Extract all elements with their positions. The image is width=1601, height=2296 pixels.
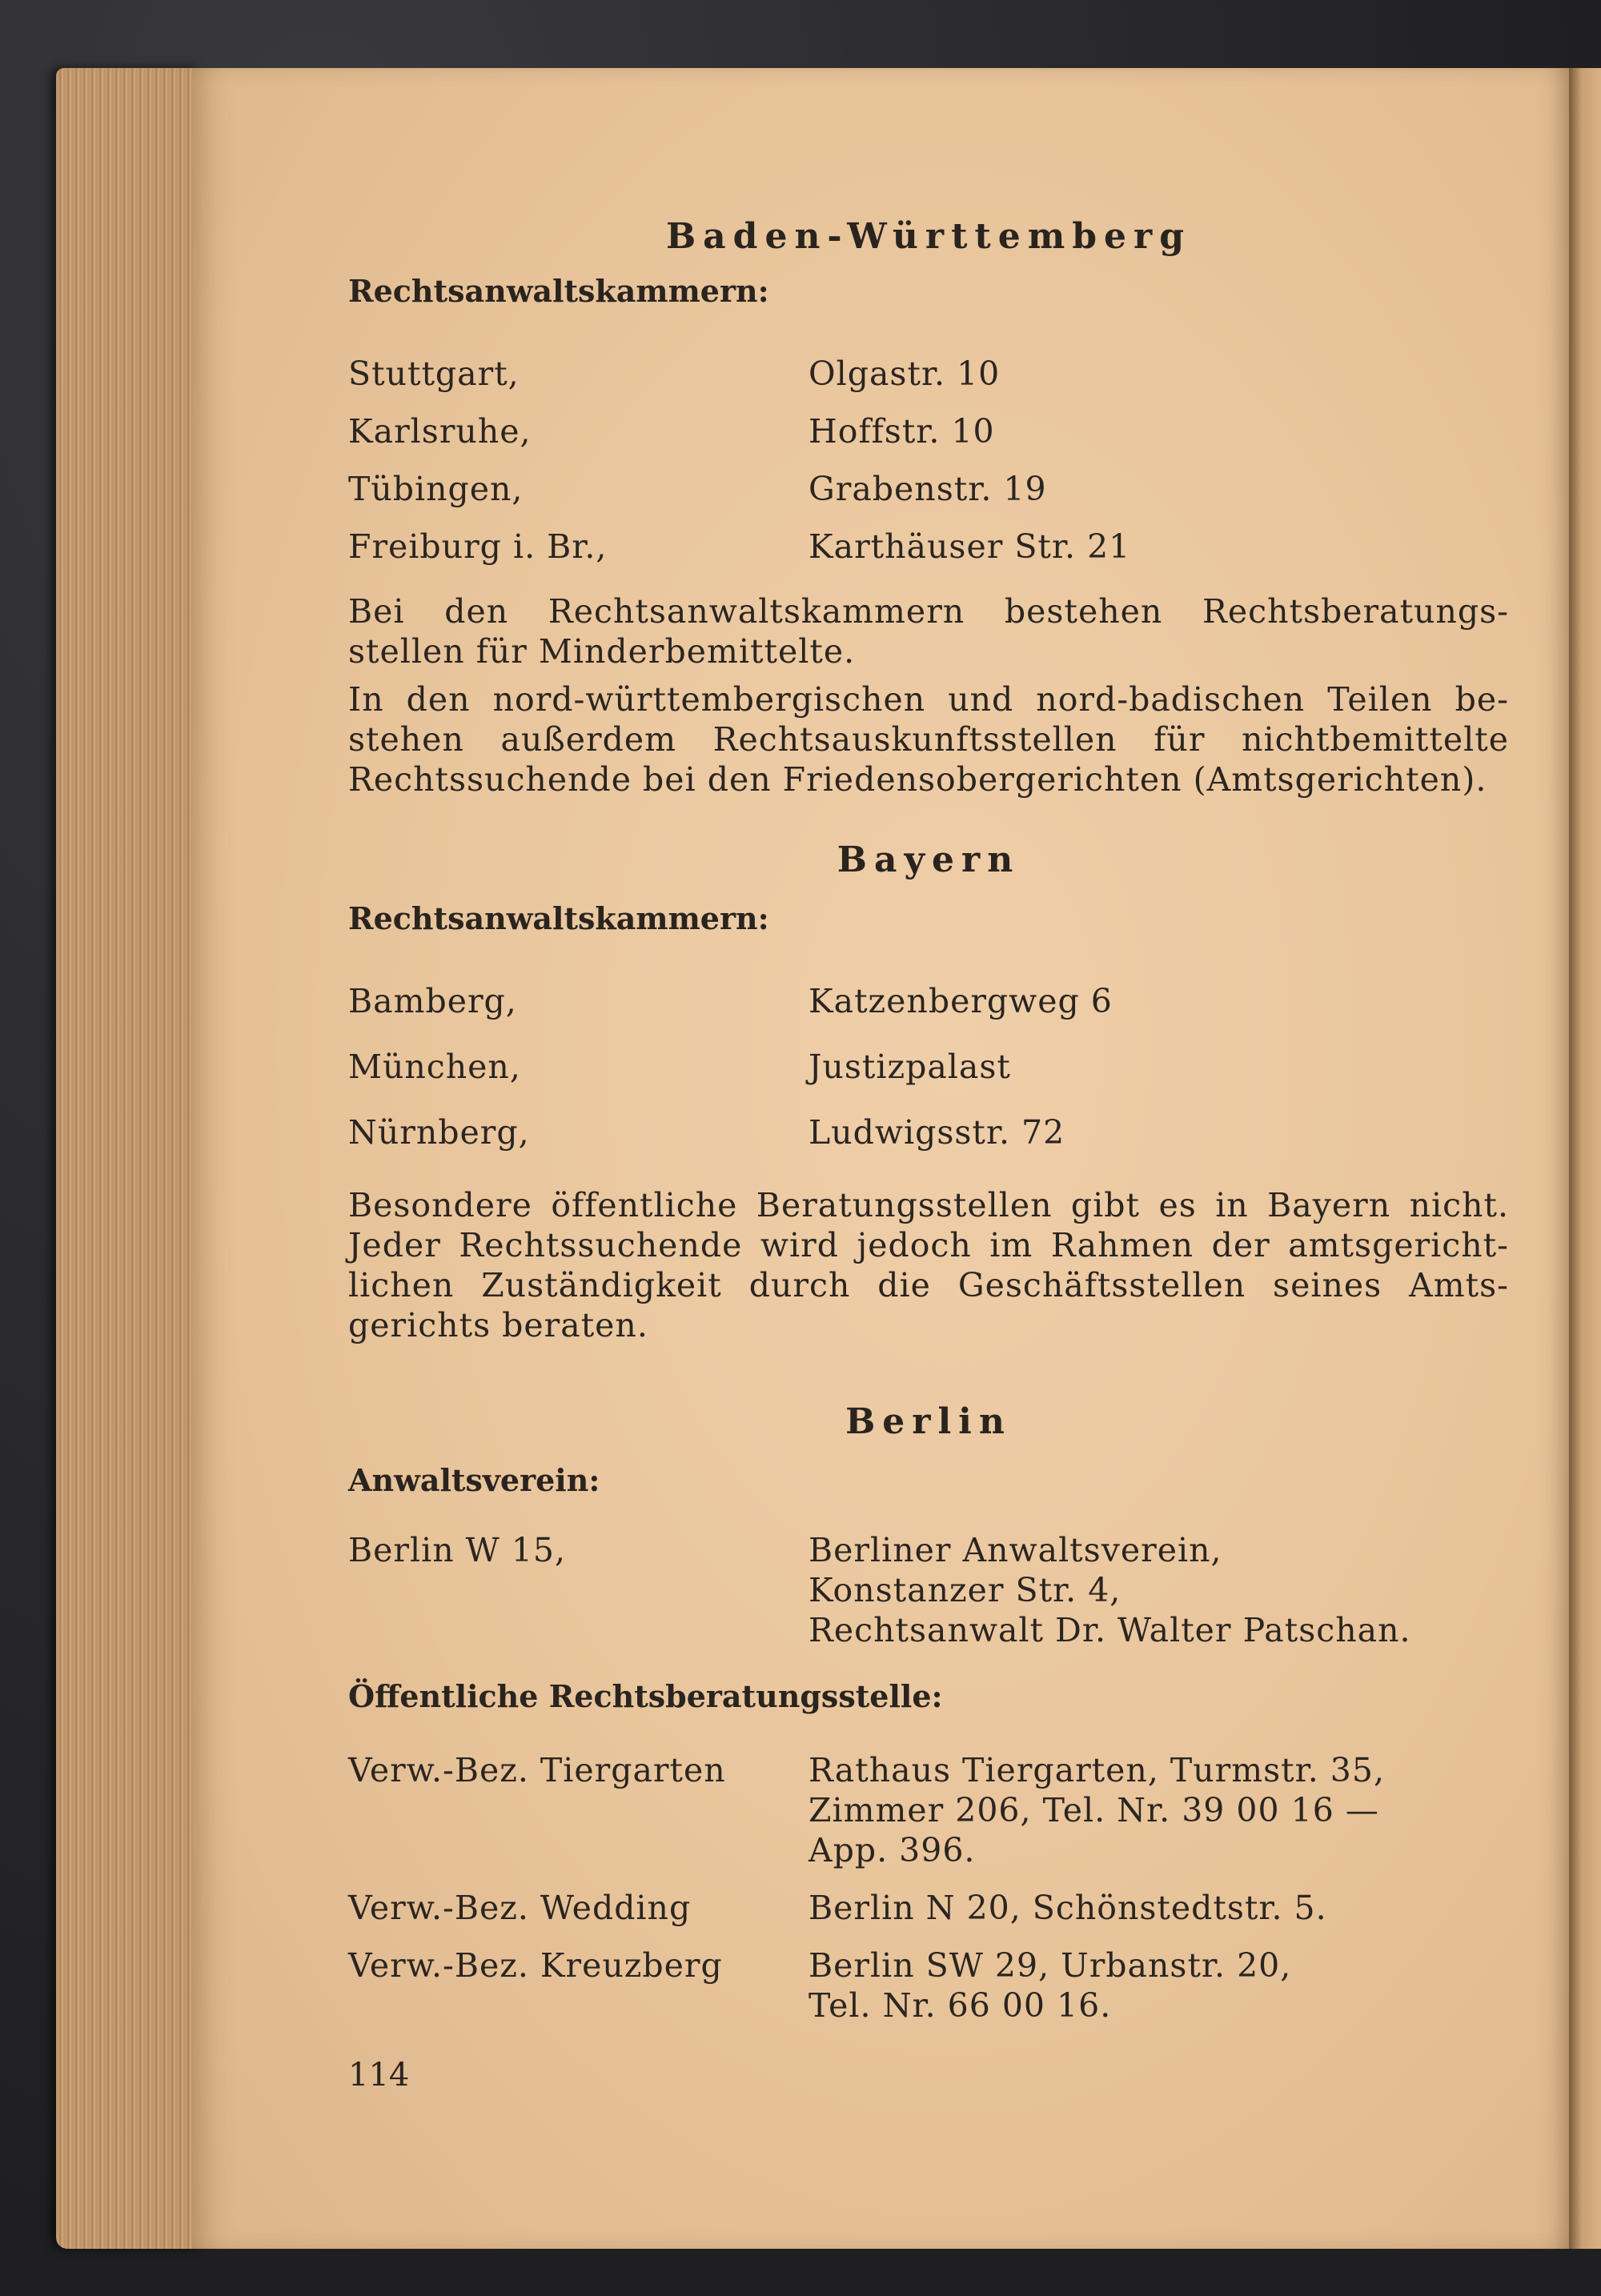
paragraph	[348, 1185, 1509, 1345]
list-item	[348, 403, 1509, 460]
city-name: München,	[348, 1048, 521, 1086]
address-line: Berliner Anwaltsverein,	[809, 1531, 1222, 1569]
subheading-oeffentliche-rechtsberatungsstelle: Öffentliche Rechtsberatungsstelle:	[348, 1678, 943, 1714]
subheading-anwaltsverein: Anwaltsverein:	[348, 1462, 600, 1498]
address: Katzenbergweg 6	[809, 982, 1113, 1020]
page-number: 114	[348, 2057, 410, 2094]
city-name: Tübingen,	[348, 470, 524, 508]
address: Grabenstr. 19	[809, 470, 1047, 508]
address-list	[348, 968, 1509, 1165]
address	[809, 1530, 1509, 1650]
page-edges	[56, 68, 200, 2249]
city-name: Berlin W 15,	[348, 1531, 567, 1569]
facing-page-edge	[1569, 68, 1601, 2249]
city-name: Nürnberg,	[348, 1113, 530, 1152]
address: Olgastr. 10	[809, 355, 1001, 393]
paragraph-line: stehen außerdem Rechtsauskunftsstellen für nichtbemittelte	[348, 720, 1509, 759]
address-line: Zimmer 206, Tel. Nr. 39 00 16 —	[809, 1791, 1379, 1829]
paragraph	[348, 591, 1509, 671]
list-item	[348, 1750, 1509, 1870]
district-name: Verw.-Bez. Wedding	[348, 1889, 692, 1927]
section-heading-berlin: Berlin	[845, 1401, 1012, 1442]
list-item	[348, 1888, 1509, 1928]
paragraph-line: Besondere öffentliche Beratungsstellen gibt es in Bayern nicht.	[348, 1186, 1509, 1224]
paragraph-line: gerichts beraten.	[348, 1306, 648, 1344]
city-name: Karlsruhe,	[348, 412, 532, 451]
district-name: Verw.-Bez. Tiergarten	[348, 1751, 726, 1789]
city-name: Stuttgart,	[348, 355, 520, 393]
section-heading-baden-wuerttemberg: Baden-Württemberg	[665, 216, 1191, 257]
address	[809, 1945, 1509, 2026]
address: Ludwigsstr. 72	[809, 1113, 1065, 1152]
address: Justizpalast	[809, 1048, 1011, 1086]
subheading-rechtsanwaltskammern: Rechtsanwaltskammern:	[348, 273, 769, 309]
address-list	[348, 345, 1509, 575]
city-name: Freiburg i. Br.,	[348, 527, 608, 566]
list-item	[348, 1100, 1509, 1165]
paragraph-line: In den nord-württembergischen und nord-badischen Teilen be-	[348, 680, 1509, 719]
address-line: Berlin SW 29, Urbanstr. 20,	[809, 1946, 1292, 1985]
paragraph-line: Bei den Rechtsanwaltskammern bestehen Rechtsberatungs-	[348, 592, 1509, 631]
paragraph-line: Jeder Rechtssuchende wird jedoch im Rahmen der amtsgericht-	[348, 1226, 1509, 1264]
address-line: Rechtsanwalt Dr. Walter Patschan.	[809, 1611, 1411, 1649]
address-line: Tel. Nr. 66 00 16.	[809, 1986, 1112, 2025]
list-item	[348, 1945, 1509, 2026]
list-item	[348, 1034, 1509, 1100]
list-item	[348, 1530, 1509, 1650]
paragraph	[348, 679, 1509, 799]
address	[809, 1750, 1509, 1870]
city-name: Bamberg,	[348, 982, 517, 1020]
address: Karthäuser Str. 21	[809, 527, 1131, 566]
list-item	[348, 345, 1509, 403]
paragraph-line: Rechtssuchende bei den Friedensobergerichten (Amtsgerichten).	[348, 760, 1487, 799]
subheading-rechtsanwaltskammern: Rechtsanwaltskammern:	[348, 900, 769, 936]
paragraph-line: lichen Zuständigkeit durch die Geschäftsstellen seines Amts-	[348, 1266, 1509, 1304]
address-line: Berlin N 20, Schönstedtstr. 5.	[809, 1889, 1327, 1927]
address-line: Konstanzer Str. 4,	[809, 1571, 1122, 1609]
address-line: App. 396.	[809, 1831, 976, 1869]
section-heading-bayern: Bayern	[837, 839, 1021, 880]
paragraph-line: stellen für Minderbemittelte.	[348, 632, 856, 671]
list-item	[348, 518, 1509, 575]
list-item	[348, 460, 1509, 518]
address	[809, 1888, 1509, 1928]
list-item	[348, 968, 1509, 1034]
district-name: Verw.-Bez. Kreuzberg	[348, 1946, 723, 1985]
address: Hoffstr. 10	[809, 412, 995, 451]
address-line: Rathaus Tiergarten, Turmstr. 35,	[809, 1751, 1385, 1789]
page-content	[348, 216, 1509, 2026]
